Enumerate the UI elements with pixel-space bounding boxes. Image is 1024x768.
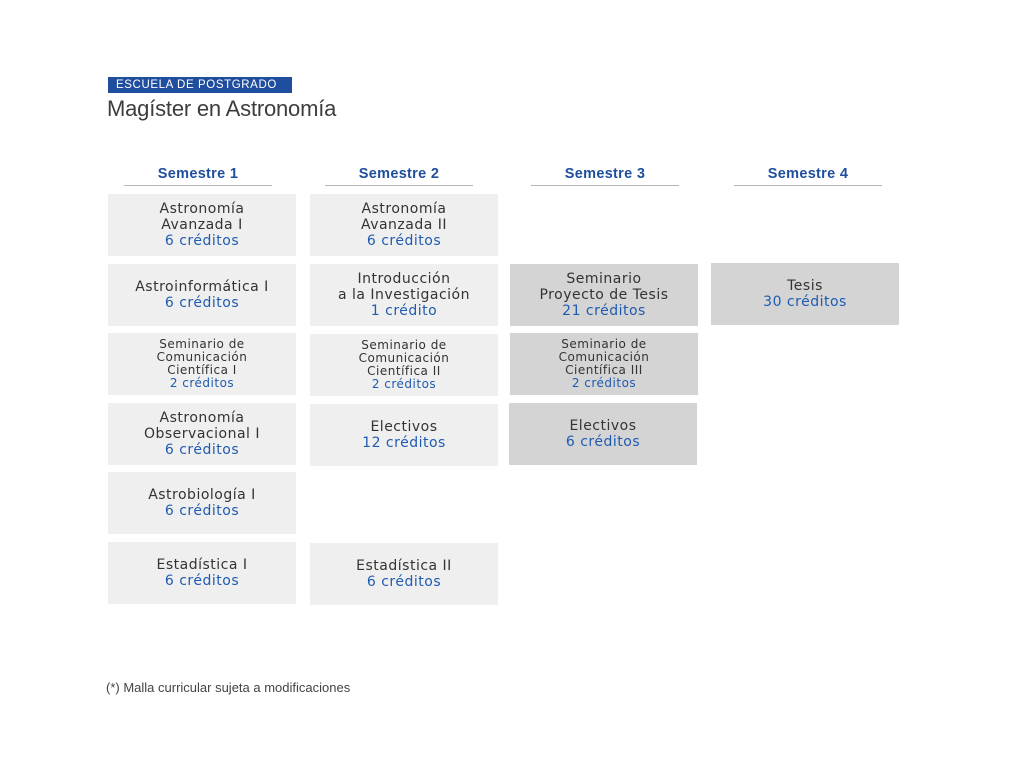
course-estadistica-2 (310, 543, 498, 605)
course-astronomia-avanzada-1 (108, 194, 296, 256)
course-seminario-proyecto-tesis (510, 264, 698, 326)
course-tesis (711, 263, 899, 325)
course-name: Electivos (370, 419, 438, 435)
course-astronomia-avanzada-2 (310, 194, 498, 256)
course-name: Astronomía Avanzada I (159, 201, 245, 233)
course-name: Tesis (787, 278, 823, 294)
course-name: Seminario de Comunicación Científica I (156, 337, 248, 377)
course-electivos-2 (310, 404, 498, 466)
course-credits: 2 créditos (169, 376, 235, 390)
course-credits: 6 créditos (565, 434, 641, 450)
course-name: Astronomía Observacional I (143, 410, 260, 442)
course-seminario-comunicacion-2 (310, 334, 498, 396)
course-name: Seminario Proyecto de Tesis (539, 271, 669, 303)
course-credits: 6 créditos (366, 233, 442, 249)
semester-1-header: Semestre 1 (124, 166, 272, 186)
course-name: Estadística II (356, 558, 452, 574)
course-credits: 30 créditos (763, 294, 847, 310)
course-astrobiologia-1 (108, 472, 296, 534)
course-estadistica-1 (108, 542, 296, 604)
course-credits: 6 créditos (366, 574, 442, 590)
course-introduccion-investigacion (310, 264, 498, 326)
course-credits: 6 créditos (164, 442, 240, 458)
course-name: Astronomía Avanzada II (360, 201, 448, 233)
course-name: Electivos (569, 418, 637, 434)
semester-2-header: Semestre 2 (325, 166, 473, 186)
course-name: Astroinformática I (135, 279, 269, 295)
course-credits: 6 créditos (164, 233, 240, 249)
course-credits: 12 créditos (362, 435, 446, 451)
semester-3-header: Semestre 3 (531, 166, 679, 186)
course-seminario-comunicacion-1 (108, 333, 296, 395)
course-name: Introducción a la Investigación (337, 271, 470, 303)
course-credits: 6 créditos (164, 503, 240, 519)
course-credits: 21 créditos (562, 303, 646, 319)
course-credits: 6 créditos (164, 295, 240, 311)
course-name: Astrobiología I (148, 487, 256, 503)
course-credits: 6 créditos (164, 573, 240, 589)
school-badge: ESCUELA DE POSTGRADO (108, 77, 292, 93)
course-name: Seminario de Comunicación Científica II (358, 338, 450, 378)
course-credits: 1 crédito (370, 303, 438, 319)
course-name: Seminario de Comunicación Científica III (558, 337, 650, 377)
semester-4-header: Semestre 4 (734, 166, 882, 186)
course-electivos-3 (509, 403, 697, 465)
course-seminario-comunicacion-3 (510, 333, 698, 395)
course-astroinformatica-1 (108, 264, 296, 326)
course-credits: 2 créditos (571, 376, 637, 390)
page-title: Magíster en Astronomía (107, 96, 337, 121)
course-astronomia-observacional-1 (108, 403, 296, 465)
course-name: Estadística I (156, 557, 248, 573)
course-credits: 2 créditos (371, 377, 437, 391)
footnote: (*) Malla curricular sujeta a modificaciones (106, 680, 351, 695)
